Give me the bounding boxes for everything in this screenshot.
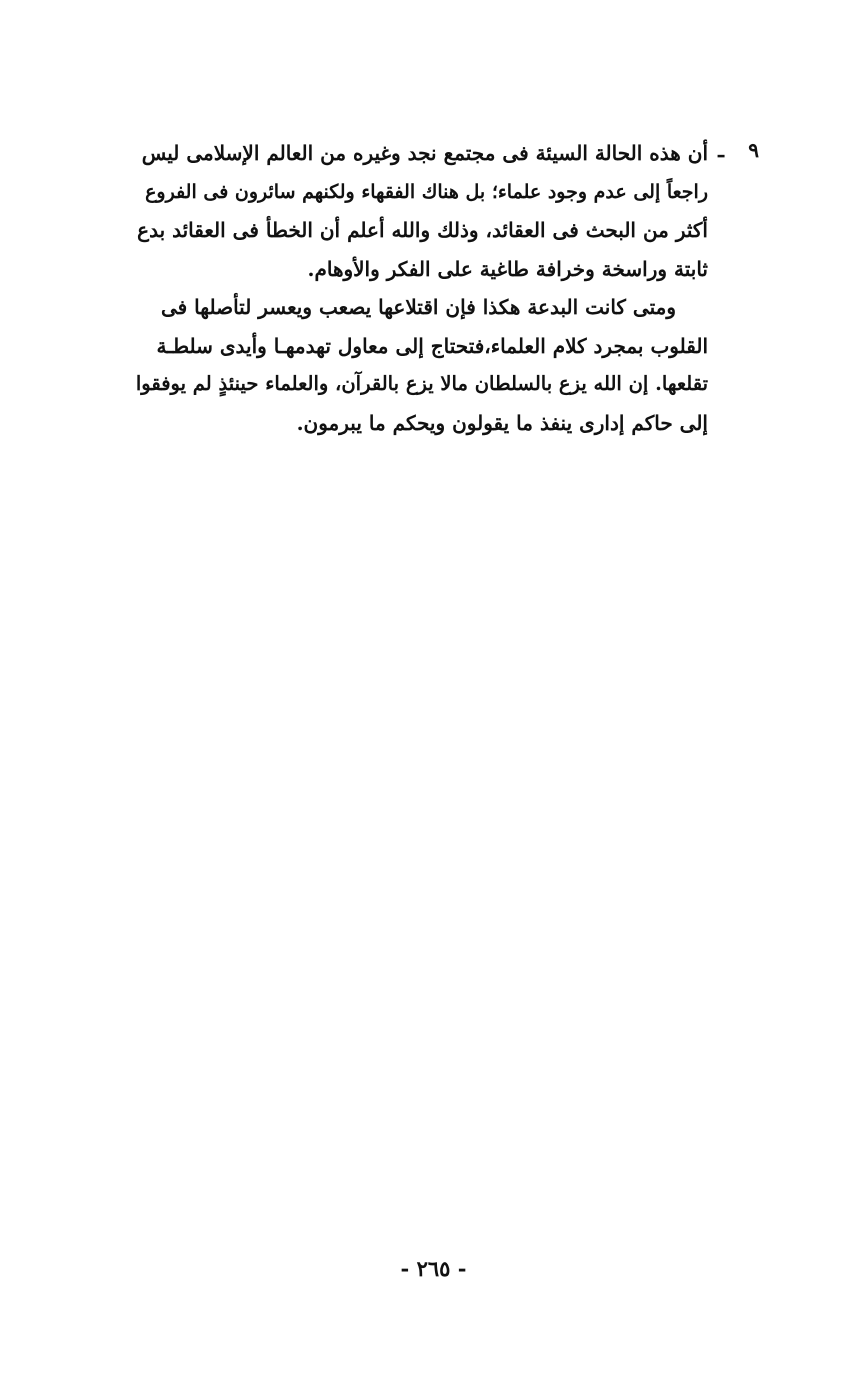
- text-line: ومتى كانت البدعة هكذا فإن اقتلاعها يصعب ويعسر لتأصلها فى: [160, 295, 676, 319]
- text-line: أن هذه الحالة السيئة فى مجتمع نجد وغيره من العالم الإسلامى ليس: [141, 141, 708, 165]
- text-line: إلى حاكم إدارى ينفذ ما يقولون ويحكم ما يبرمون.: [296, 410, 708, 435]
- paragraph-2: [134, 288, 708, 442]
- text-line: ثابتة وراسخة وخرافة طاغية على الفكر والأوهام.: [307, 256, 708, 281]
- text-line: تقلعها. إن الله يزع بالسلطان مالا يزع بالقرآن، والعلماء حينئذٍ لم يوفقوا: [135, 372, 708, 395]
- text-line: راجعاً إلى عدم وجود علماء؛ بل هناك الفقهاء ولكنهم سائرون فى الفروع: [145, 180, 708, 203]
- paragraph-1: [134, 134, 708, 288]
- list-item-number: ٩: [748, 138, 759, 162]
- text-line: أكثر من البحث فى العقائد، وذلك والله أعلم أن الخطأ فى العقائد بدع: [137, 218, 708, 242]
- list-item-dash: ـ: [718, 138, 724, 162]
- text-line: القلوب بمجرد كلام العلماء،فتحتاج إلى معاول تهدمهـا وأيدى سلطـة: [156, 333, 708, 358]
- body-text: [134, 134, 708, 442]
- page-number: - ٢٦٥ -: [400, 1256, 467, 1281]
